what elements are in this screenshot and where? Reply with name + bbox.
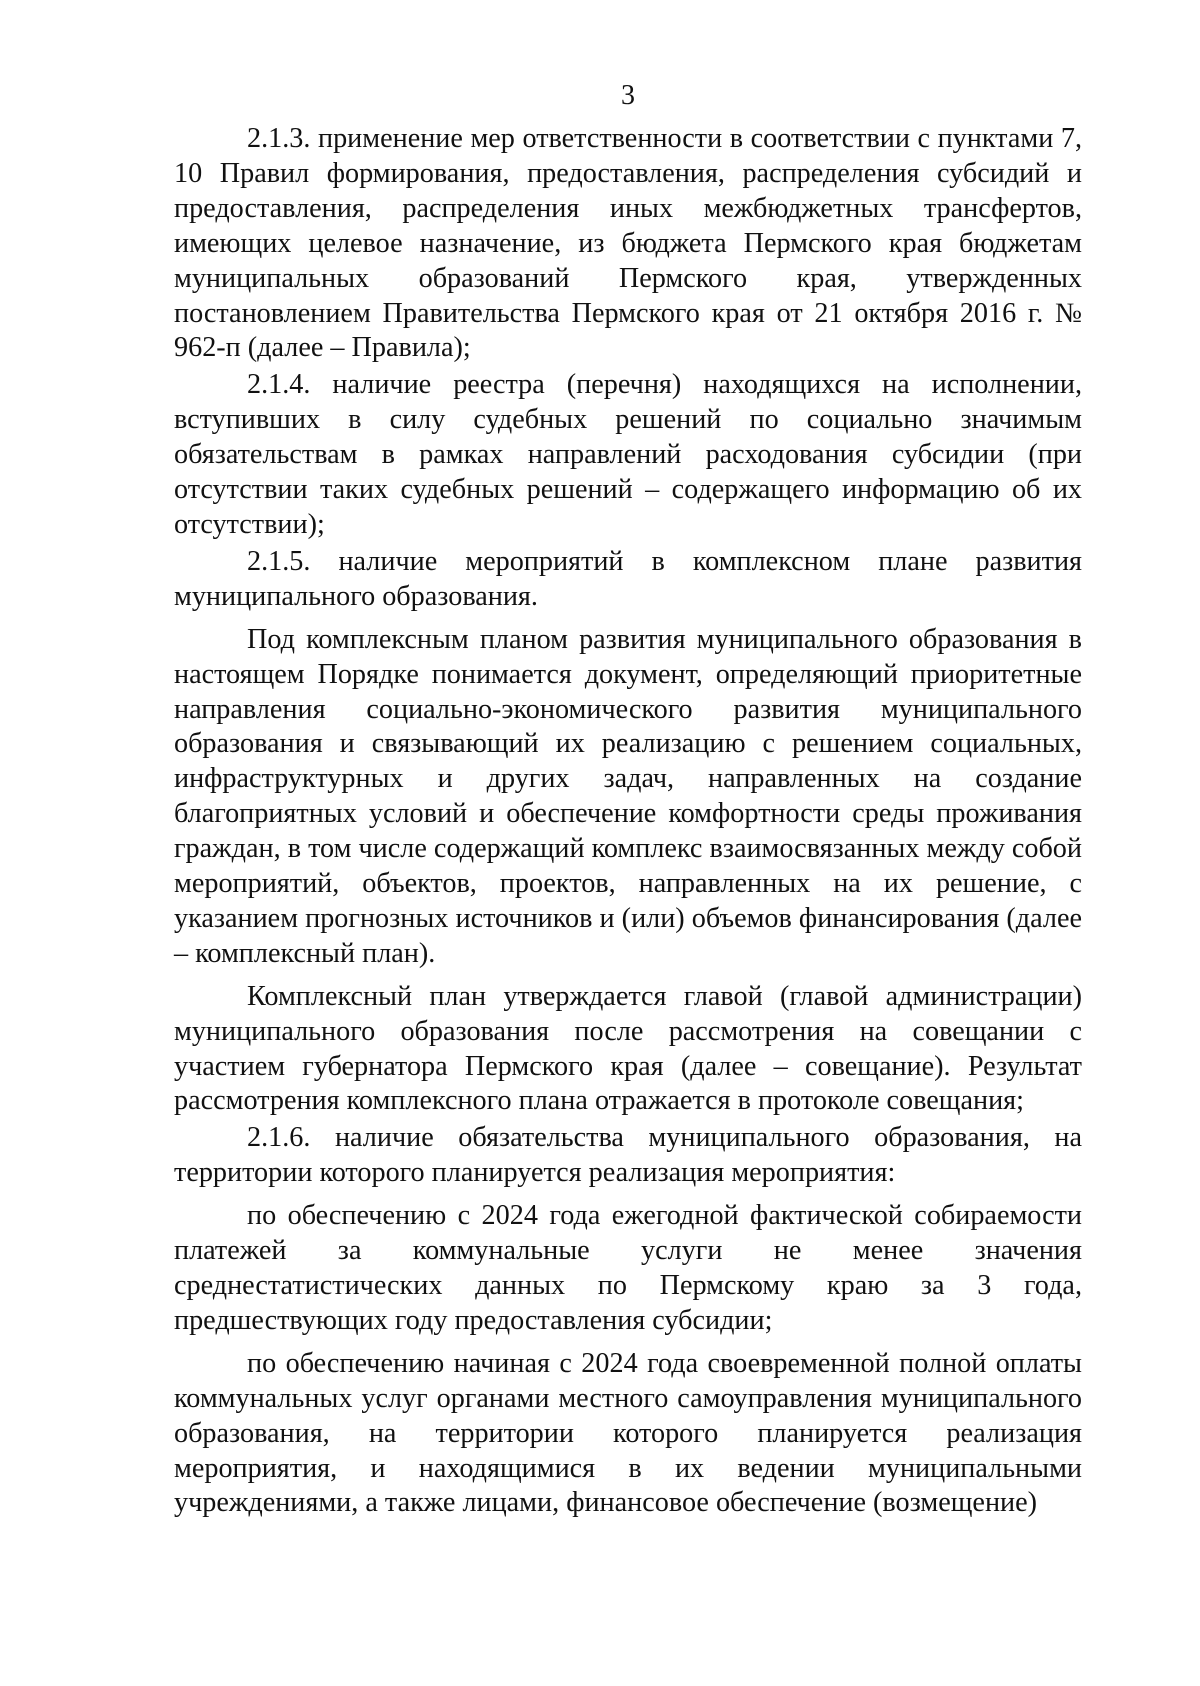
paragraph-2-1-5: 2.1.5. наличие мероприятий в комплексном плане развития муниципального образования. xyxy=(174,545,1082,612)
paragraph-payment-collection: по обеспечению с 2024 года ежегодной фактической собираемости платежей за коммунальные услуги не менее значения среднестатистических данных по Пермскому краю за 3 года, предшествующих году предоставления субсидии; xyxy=(174,1200,1082,1336)
paragraph-2-1-6: 2.1.6. наличие обязательства муниципального образования, на территории которого планируется реализация мероприятия: xyxy=(174,1122,1082,1189)
paragraph-2-1-3: 2.1.3. применение мер ответственности в соответствии с пунктами 7, 10 Правил формирования, предоставления, распределения субсидий и предоставления, распределения иных межбюджетных трансфертов, имеющих целевое назначение, из бюджета Пермского края бюджетам муниципальных образований Пермского края, утвержденных постановлением Правительства Пермского края от 21 октября 2016 г. № 962-п (далее – Правила); xyxy=(174,123,1082,364)
paragraph-complex-plan-approval: Комплексный план утверждается главой (главой администрации) муниципального образования после рассмотрения на совещании с участием губернатора Пермского края (далее – совещание). Результат рассмотрения комплексного плана отражается в протоколе совещания; xyxy=(174,980,1082,1117)
page-number: 3 xyxy=(621,80,635,111)
document-body xyxy=(174,122,1082,1521)
paragraph-2-1-4: 2.1.4. наличие реестра (перечня) находящихся на исполнении, вступивших в силу судебных решений по социально значимым обязательствам в рамках направлений расходования субсидии (при отсутствии таких судебных решений – содержащего информацию об их отсутствии); xyxy=(174,369,1082,540)
paragraph-utility-payments: по обеспечению начиная с 2024 года своевременной полной оплаты коммунальных услуг органами местного самоуправления муниципального образования, на территории которого планируется реализация мероприятия, и находящимися в их ведении муниципальными учреждениями, а также лицами, финансовое обеспечение (возмещение) xyxy=(174,1347,1082,1519)
paragraph-complex-plan-definition: Под комплексным планом развития муниципального образования в настоящем Порядке понимается документ, определяющий приоритетные направления социально-экономического развития муниципального образования и связывающий их реализацию с решением социальных, инфраструктурных и других задач, направленных на создание благоприятных условий и обеспечение комфортности среды проживания граждан, в том числе содержащий комплекс взаимосвязанных между собой мероприятий, объектов, проектов, направленных на их решение, с указанием прогнозных источников и (или) объемов финансирования (далее – комплексный план). xyxy=(174,623,1082,969)
